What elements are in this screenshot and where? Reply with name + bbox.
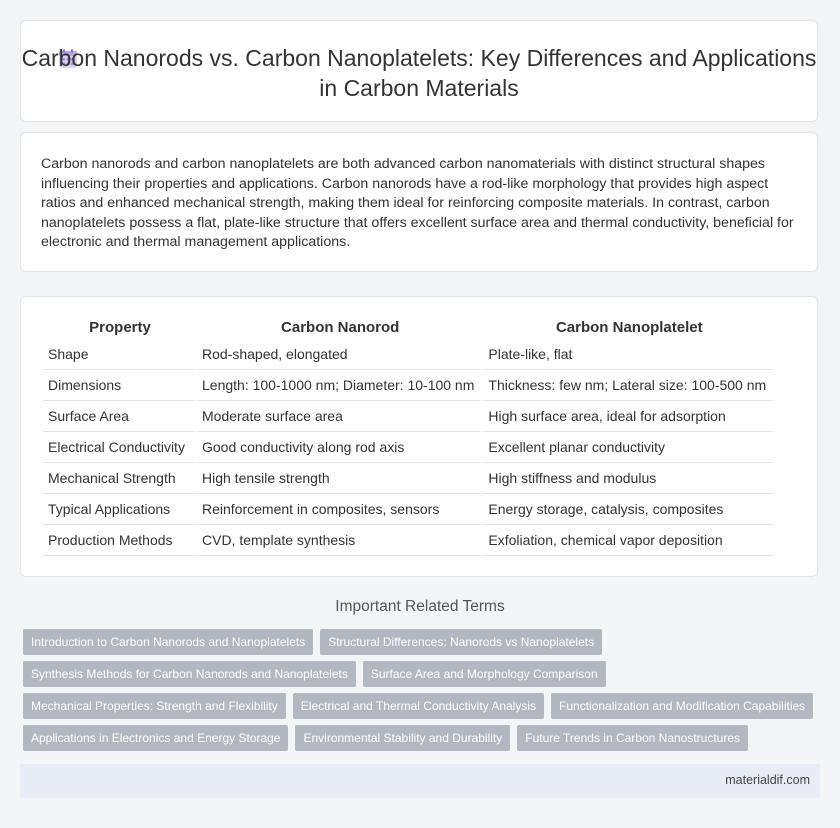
cell-nanoplatelet: High surface area, ideal for adsorption xyxy=(483,401,775,432)
related-terms-heading: Important Related Terms xyxy=(335,598,505,615)
table-row xyxy=(43,370,775,401)
cell-nanorod: Rod-shaped, elongated xyxy=(197,339,483,370)
cell-property: Surface Area xyxy=(43,401,197,432)
related-terms-list xyxy=(23,629,823,757)
related-term-tag[interactable]: Future Trends in Carbon Nanostructures xyxy=(517,725,748,751)
comparison-table xyxy=(43,316,775,556)
table-row xyxy=(43,463,775,494)
cell-property: Mechanical Strength xyxy=(43,463,197,494)
related-term-tag[interactable]: Introduction to Carbon Nanorods and Nanoplatelets xyxy=(23,629,313,655)
header-carbon-nanoplatelet: Carbon Nanoplatelet xyxy=(555,318,703,336)
table-header-row xyxy=(43,316,775,339)
cell-nanoplatelet: Energy storage, catalysis, composites xyxy=(483,494,775,525)
comparison-card xyxy=(20,296,818,577)
intro-card xyxy=(20,132,818,272)
cell-nanorod: Moderate surface area xyxy=(197,401,483,432)
related-term-tag[interactable]: Structural Differences: Nanorods vs Nanoplatelets xyxy=(320,629,602,655)
site-name[interactable]: materialdif.com xyxy=(725,773,810,787)
related-term-tag[interactable]: Synthesis Methods for Carbon Nanorods and Nanoplatelets xyxy=(23,661,356,687)
cell-nanorod: Reinforcement in composites, sensors xyxy=(197,494,483,525)
cell-property: Typical Applications xyxy=(43,494,197,525)
cell-nanorod: High tensile strength xyxy=(197,463,483,494)
intro-paragraph: Carbon nanorods and carbon nanoplatelets are both advanced carbon nanomaterials with distinct structural shapes influencing their properties and applications. Carbon nanorods have a rod-like morphology that provides high aspect ratios and enhanced mechanical strength, making them ideal for reinforcing composite materials. In contrast, carbon nanoplatelets possess a flat, plate-like structure that offers excellent surface area and thermal conductivity, beneficial for electronic and thermal management applications. xyxy=(41,156,794,250)
cell-nanoplatelet: Excellent planar conductivity xyxy=(483,432,775,463)
table-row xyxy=(43,525,775,556)
related-term-tag[interactable]: Mechanical Properties: Strength and Flexibility xyxy=(23,693,286,719)
cell-nanorod: Length: 100-1000 nm; Diameter: 10-100 nm xyxy=(197,370,483,401)
tag-row xyxy=(23,629,823,655)
cell-property: Dimensions xyxy=(43,370,197,401)
cell-nanoplatelet: Plate-like, flat xyxy=(483,339,775,370)
cell-nanorod: CVD, template synthesis xyxy=(197,525,483,556)
cell-nanorod: Good conductivity along rod axis xyxy=(197,432,483,463)
header-carbon-nanorod: Carbon Nanorod xyxy=(281,318,400,336)
cell-property: Production Methods xyxy=(43,525,197,556)
tag-row xyxy=(23,693,823,719)
title-card xyxy=(20,20,818,122)
cell-nanoplatelet: Exfoliation, chemical vapor deposition xyxy=(483,525,775,556)
cell-property: Shape xyxy=(43,339,197,370)
related-term-tag[interactable]: Environmental Stability and Durability xyxy=(295,725,510,751)
cell-property: Electrical Conductivity xyxy=(43,432,197,463)
page-title: Carbon Nanorods vs. Carbon Nanoplatelets: Key Differences and Applications in Carbon Materials xyxy=(21,45,817,101)
related-term-tag[interactable]: Electrical and Thermal Conductivity Analysis xyxy=(293,693,544,719)
table-row xyxy=(43,401,775,432)
table-row xyxy=(43,494,775,525)
header-property: Property xyxy=(89,318,151,336)
cell-nanoplatelet: Thickness: few nm; Lateral size: 100-500 nm xyxy=(483,370,775,401)
footer-bar xyxy=(20,764,820,798)
related-term-tag[interactable]: Surface Area and Morphology Comparison xyxy=(363,661,606,687)
table-row xyxy=(43,339,775,370)
tag-row xyxy=(23,725,823,751)
related-term-tag[interactable]: Applications in Electronics and Energy Storage xyxy=(23,725,288,751)
tag-row xyxy=(23,661,823,687)
related-term-tag[interactable]: Functionalization and Modification Capabilities xyxy=(551,693,813,719)
cell-nanoplatelet: High stiffness and modulus xyxy=(483,463,775,494)
table-row xyxy=(43,432,775,463)
